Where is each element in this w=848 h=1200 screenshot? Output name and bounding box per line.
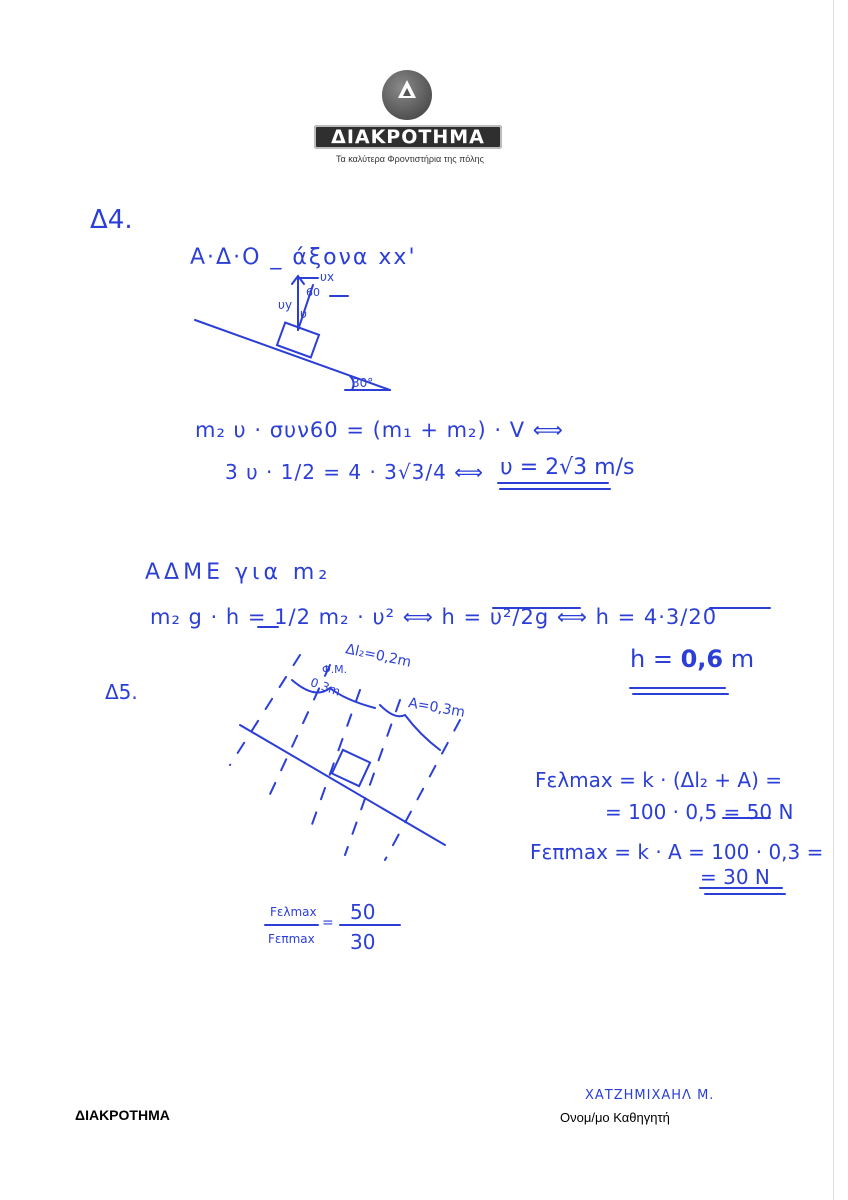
d5-label: Δ5.: [105, 680, 138, 704]
f-rest-value: = 30 N: [700, 865, 770, 889]
d4-label: Δ4.: [90, 205, 133, 235]
teacher-signature: ΧΑΤΖΗΜΙΧΑΗΛ Μ.: [585, 1088, 715, 1103]
delta-logo-icon: [382, 70, 432, 120]
d4-result: υ = 2√3 m/s: [500, 455, 635, 480]
logo-tagline: Τα καλύτερα Φροντιστήρια της πόλης: [336, 154, 484, 164]
f-max-value: 50 N: [746, 800, 794, 824]
ratio-numerator: Fελmax: [270, 905, 317, 919]
d4-eq2: 3 υ · 1/2 = 4 · 3√3/4 ⟺: [225, 460, 484, 484]
logo-text: ΔΙΑΚΡΟΤΗΜΑ: [314, 125, 502, 149]
d4-vy: υy: [278, 298, 293, 312]
d4-incline-angle: 30°: [352, 376, 374, 390]
f-rest-eq: Fεπmax = k · A = 100 · 0,3 =: [530, 840, 824, 864]
d5-distance: 0,3m: [308, 675, 343, 699]
ratio-denominator: Fεπmax: [268, 932, 315, 946]
teacher-label: Ονομ/μο Καθηγητή: [560, 1110, 670, 1125]
d4-eq1: m₂ υ · συν60 = (m₁ + m₂) · V ⟺: [195, 418, 564, 442]
footer-company: ΔΙΑΚΡΟΤΗΜΑ: [75, 1107, 170, 1123]
energy-eq: m₂ g · h = 1/2 m₂ · υ² ⟺ h = υ²/2g ⟺ h = 4·3/20: [150, 605, 718, 629]
d5-amplitude: A=0,3m: [407, 695, 467, 721]
energy-title: ΑΔΜΕ για m₂: [145, 560, 332, 585]
brand-logo: [300, 70, 510, 170]
d4-axis-line: Α·Δ·Ο _ άξονα xx': [190, 245, 417, 270]
d5-delta-l2: Δl₂=0,2m: [344, 641, 413, 671]
page-edge-line: [833, 0, 834, 1200]
d4-v: υ: [300, 307, 307, 321]
ratio-value-den: 30: [350, 930, 376, 954]
ratio-equals: =: [322, 915, 334, 931]
energy-result: h = 0,6 m: [630, 645, 755, 673]
f-max-eq: Fελmax = k · (Δl₂ + A) =: [535, 768, 782, 792]
d5-phm: Φ.Μ.: [322, 663, 348, 676]
ratio-value-num: 50: [350, 900, 376, 924]
f-max-calc: = 100 · 0,5 = 50 N: [605, 800, 794, 824]
d4-vx: υx: [320, 270, 335, 284]
d4-angle: 60: [306, 286, 320, 299]
